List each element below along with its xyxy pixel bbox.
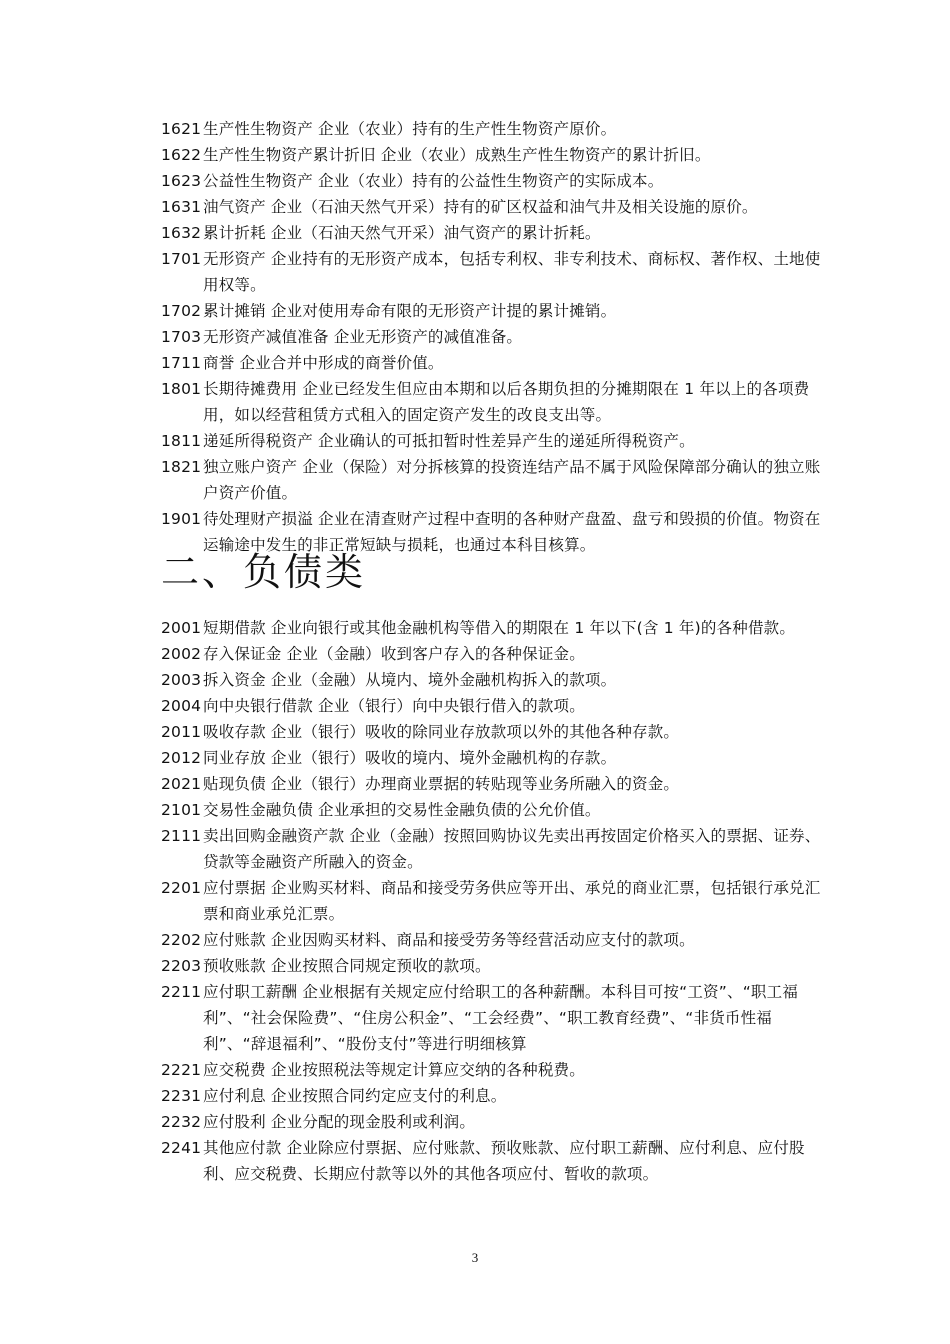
account-code: 1621	[161, 120, 202, 138]
account-description: 卖出回购金融资产款 企业（金融）按照回购协议先卖出再按固定价格买入的票据、证券、贷款等金融资产所融入的资金。	[203, 827, 821, 871]
account-description: 吸收存款 企业（银行）吸收的除同业存放款项以外的其他各种存款。	[203, 723, 680, 741]
account-entry	[161, 641, 821, 667]
account-entry	[161, 454, 821, 506]
account-entry	[161, 168, 821, 194]
account-code: 2211	[161, 983, 202, 1001]
account-description: 应付利息 企业按照合同约定应支付的利息。	[203, 1087, 507, 1105]
account-code: 1703	[161, 328, 202, 346]
account-entry	[161, 693, 821, 719]
account-code: 2231	[161, 1087, 202, 1105]
account-description: 应付职工薪酬 企业根据有关规定应付给职工的各种薪酬。本科目可按“工资”、“职工福利”、“社会保险费”、“住房公积金”、“工会经费”、“职工教育经费”、“非货币性福利”、“辞退福利”、“股份支付”等进行明细核算	[203, 983, 799, 1053]
section-heading: 二、负债类	[161, 550, 367, 594]
account-entry	[161, 615, 821, 641]
account-code: 1623	[161, 172, 202, 190]
account-description: 公益性生物资产 企业（农业）持有的公益性生物资产的实际成本。	[203, 172, 664, 190]
account-description: 应付股利 企业分配的现金股利或利润。	[203, 1113, 476, 1131]
account-description: 应交税费 企业按照税法等规定计算应交纳的各种税费。	[203, 1061, 585, 1079]
account-entry	[161, 979, 821, 1057]
account-description: 油气资产 企业（石油天然气开采）持有的矿区权益和油气井及相关设施的原价。	[203, 198, 758, 216]
account-description: 存入保证金 企业（金融）收到客户存入的各种保证金。	[203, 645, 585, 663]
account-description: 独立账户资产 企业（保险）对分拆核算的投资连结产品不属于风险保障部分确认的独立账户资产价值。	[203, 458, 821, 502]
account-entry	[161, 1083, 821, 1109]
account-code: 1702	[161, 302, 202, 320]
account-description: 同业存放 企业（银行）吸收的境内、境外金融机构的存款。	[203, 749, 617, 767]
asset-accounts-list	[161, 116, 821, 558]
account-code: 1811	[161, 432, 202, 450]
account-entry	[161, 875, 821, 927]
account-description: 应付票据 企业购买材料、商品和接受劳务供应等开出、承兑的商业汇票，包括银行承兑汇票和商业承兑汇票。	[203, 879, 821, 923]
account-entry	[161, 376, 821, 428]
account-entry	[161, 719, 821, 745]
account-description: 商誉 企业合并中形成的商誉价值。	[203, 354, 444, 372]
account-entry	[161, 1109, 821, 1135]
account-entry	[161, 823, 821, 875]
account-entry	[161, 220, 821, 246]
account-description: 向中央银行借款 企业（银行）向中央银行借入的款项。	[203, 697, 585, 715]
account-code: 2021	[161, 775, 202, 793]
account-entry	[161, 116, 821, 142]
account-code: 2001	[161, 619, 202, 637]
account-description: 应付账款 企业因购买材料、商品和接受劳务等经营活动应支付的款项。	[203, 931, 695, 949]
account-entry	[161, 298, 821, 324]
account-description: 待处理财产损溢 企业在清查财产过程中查明的各种财产盘盈、盘亏和毁损的价值。物资在运输途中发生的非正常短缺与损耗，也通过本科目核算。	[203, 510, 821, 554]
account-code: 2241	[161, 1139, 202, 1157]
account-description: 累计折耗 企业（石油天然气开采）油气资产的累计折耗。	[203, 224, 601, 242]
account-description: 生产性生物资产 企业（农业）持有的生产性生物资产原价。	[203, 120, 617, 138]
account-code: 2111	[161, 827, 202, 845]
account-description: 累计摊销 企业对使用寿命有限的无形资产计提的累计摊销。	[203, 302, 617, 320]
account-code: 2101	[161, 801, 202, 819]
account-code: 2004	[161, 697, 202, 715]
account-code: 2221	[161, 1061, 202, 1079]
account-code: 2003	[161, 671, 202, 689]
account-entry	[161, 797, 821, 823]
account-entry	[161, 1057, 821, 1083]
account-code: 1631	[161, 198, 202, 216]
account-entry	[161, 927, 821, 953]
account-code: 2012	[161, 749, 202, 767]
account-code: 1821	[161, 458, 202, 476]
account-description: 无形资产 企业持有的无形资产成本，包括专利权、非专利技术、商标权、著作权、土地使用权等。	[203, 250, 821, 294]
account-description: 生产性生物资产累计折旧 企业（农业）成熟生产性生物资产的累计折旧。	[203, 146, 711, 164]
account-description: 交易性金融负债 企业承担的交易性金融负债的公允价值。	[203, 801, 601, 819]
account-description: 递延所得税资产 企业确认的可抵扣暂时性差异产生的递延所得税资产。	[203, 432, 695, 450]
account-entry	[161, 428, 821, 454]
account-entry	[161, 745, 821, 771]
account-entry	[161, 194, 821, 220]
account-code: 2203	[161, 957, 202, 975]
account-entry	[161, 246, 821, 298]
account-description: 无形资产减值准备 企业无形资产的减值准备。	[203, 328, 523, 346]
account-entry	[161, 1135, 821, 1187]
account-code: 1701	[161, 250, 202, 268]
account-code: 1901	[161, 510, 202, 528]
account-description: 预收账款 企业按照合同规定预收的款项。	[203, 957, 491, 975]
account-description: 贴现负债 企业（银行）办理商业票据的转贴现等业务所融入的资金。	[203, 775, 680, 793]
account-code: 2201	[161, 879, 202, 897]
account-description: 短期借款 企业向银行或其他金融机构等借入的期限在 1 年以下(含 1 年)的各种借款。	[203, 619, 796, 637]
account-entry	[161, 953, 821, 979]
account-description: 拆入资金 企业（金融）从境内、境外金融机构拆入的款项。	[203, 671, 617, 689]
page-number: 3	[471, 1250, 479, 1265]
account-code: 2232	[161, 1113, 202, 1131]
liability-accounts-list	[161, 615, 821, 1187]
account-entry	[161, 667, 821, 693]
account-code: 2002	[161, 645, 202, 663]
account-entry	[161, 771, 821, 797]
account-code: 1711	[161, 354, 202, 372]
account-entry	[161, 350, 821, 376]
account-code: 2202	[161, 931, 202, 949]
account-code: 1622	[161, 146, 202, 164]
account-entry	[161, 324, 821, 350]
account-entry	[161, 142, 821, 168]
account-description: 其他应付款 企业除应付票据、应付账款、预收账款、应付职工薪酬、应付利息、应付股利、应交税费、长期应付款等以外的其他各项应付、暂收的款项。	[203, 1139, 805, 1183]
account-code: 1632	[161, 224, 202, 242]
account-code: 1801	[161, 380, 202, 398]
account-code: 2011	[161, 723, 202, 741]
account-description: 长期待摊费用 企业已经发生但应由本期和以后各期负担的分摊期限在 1 年以上的各项费用，如以经营租赁方式租入的固定资产发生的改良支出等。	[203, 380, 810, 424]
